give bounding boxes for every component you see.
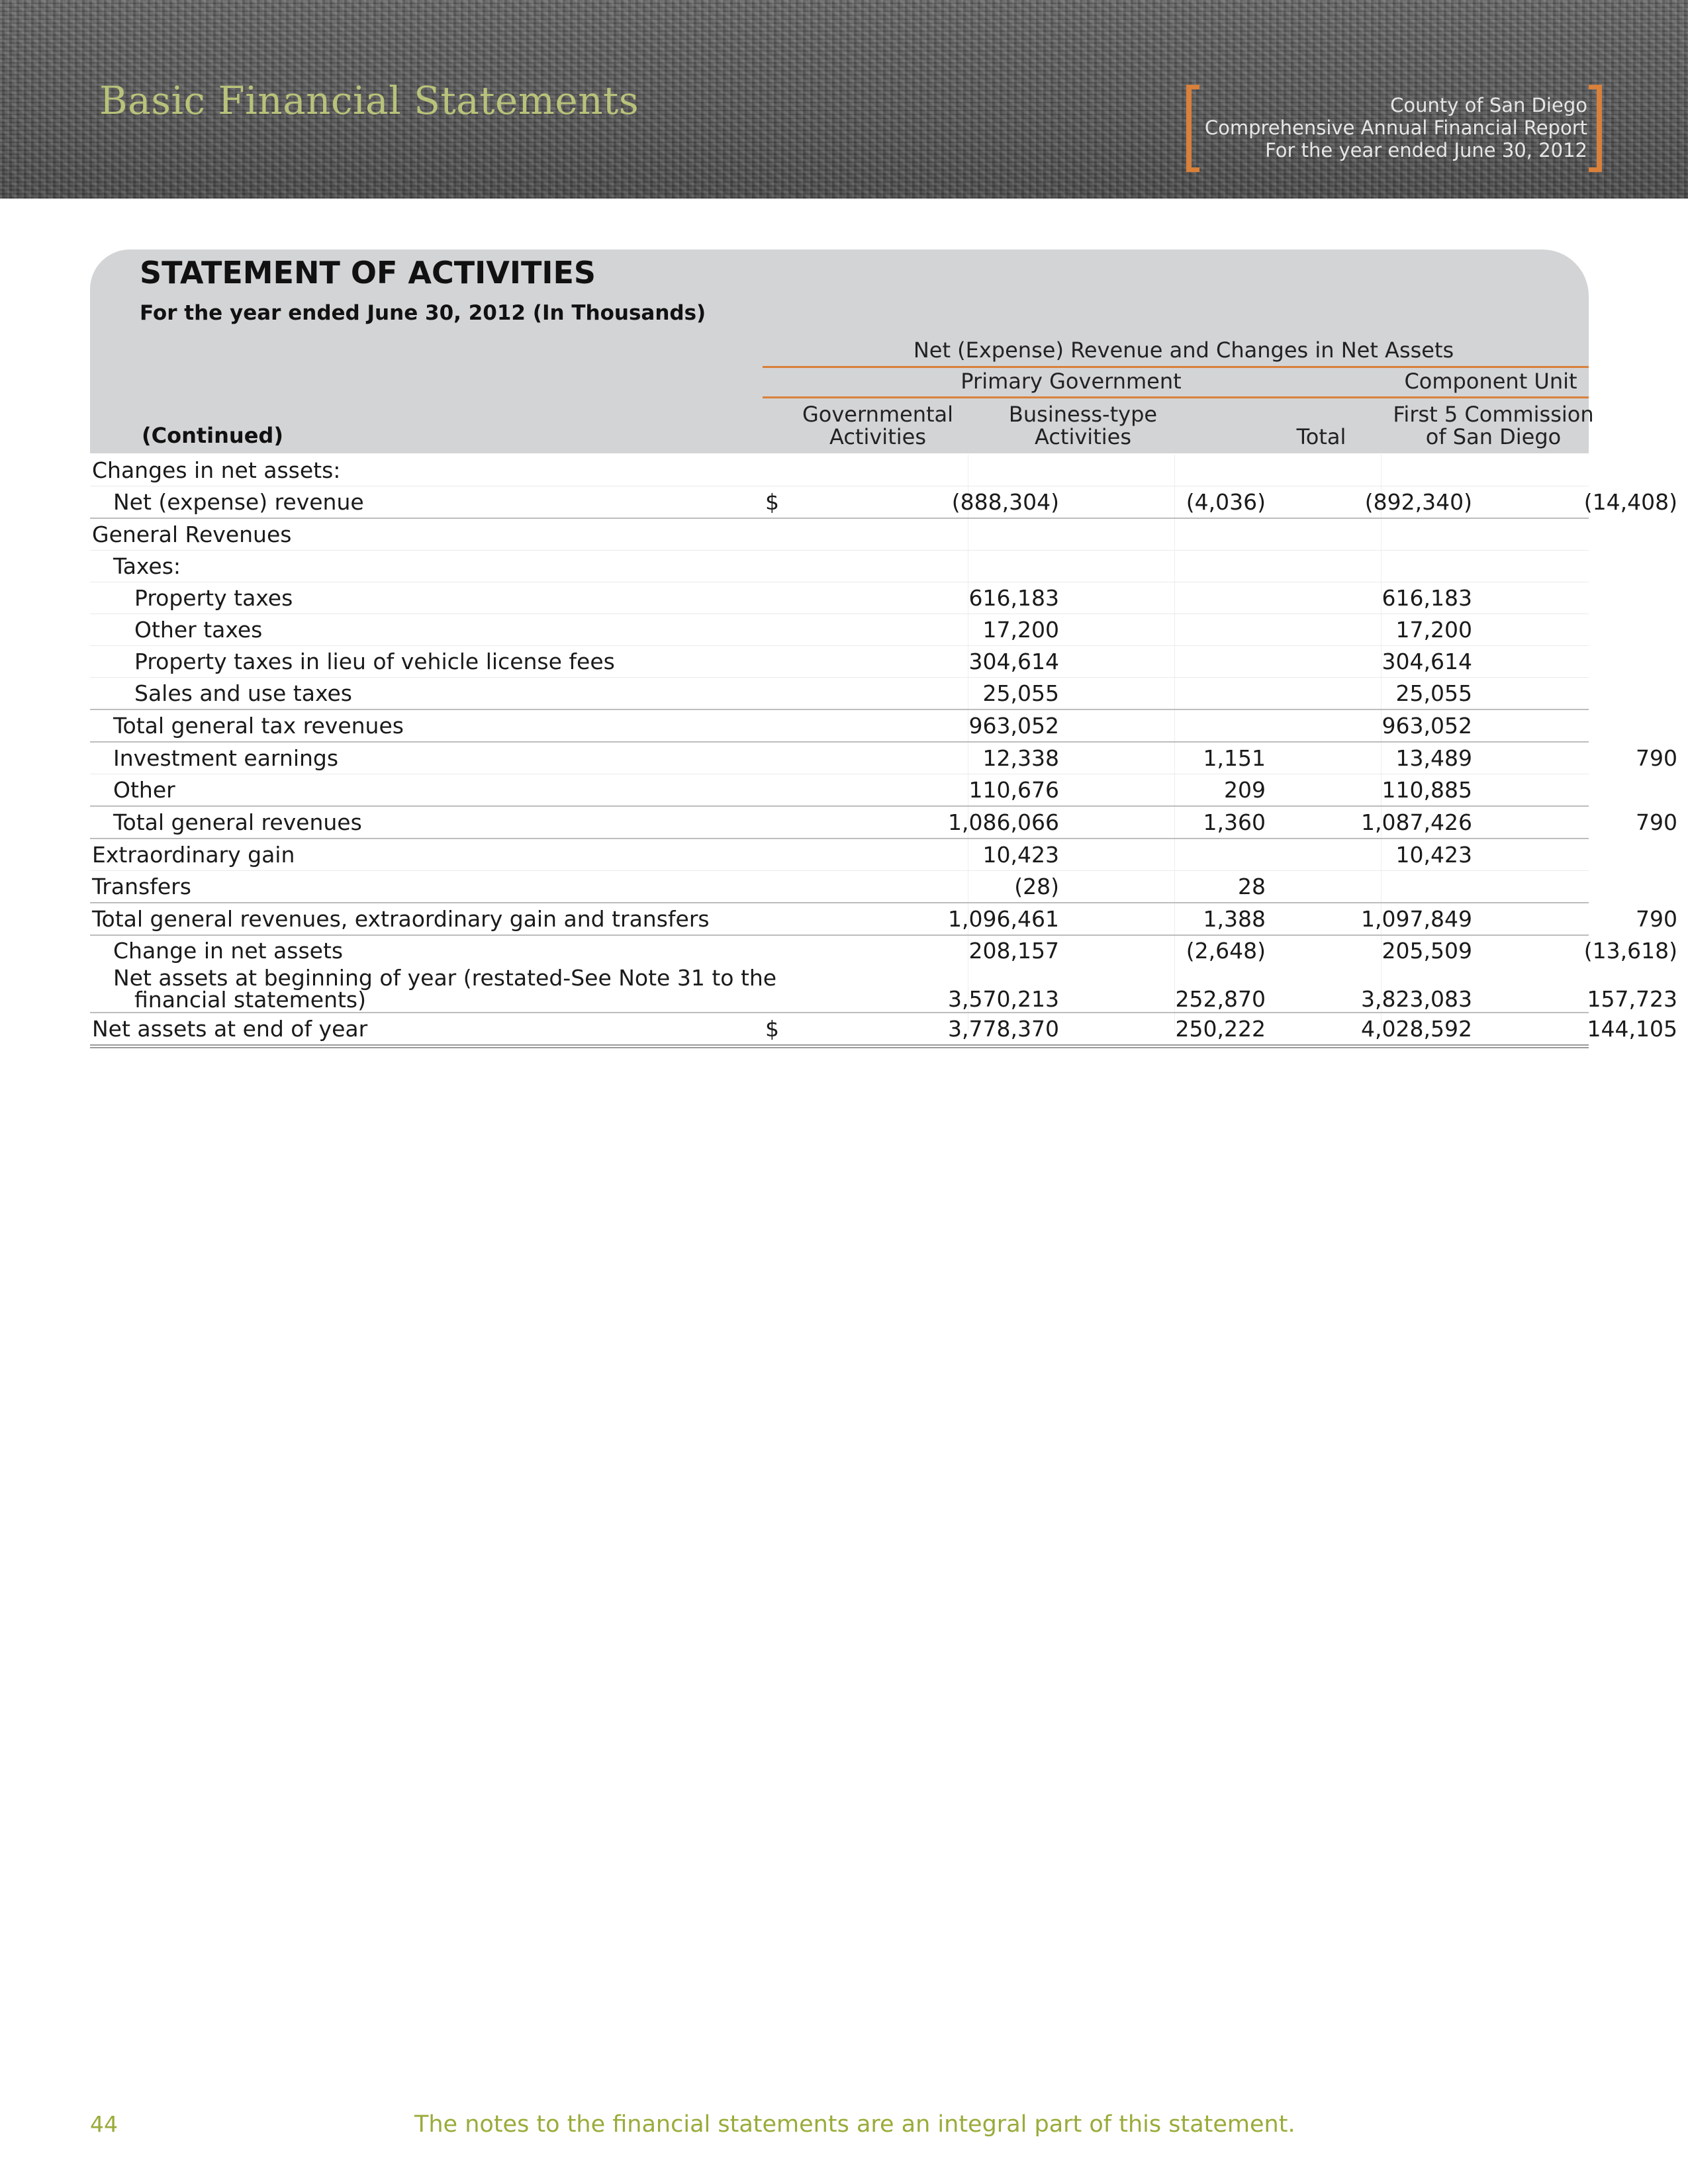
column-header-line: Business-type: [1008, 402, 1158, 427]
column-header-governmental: [778, 403, 977, 448]
table-row: [90, 519, 1589, 551]
table-row: [90, 807, 1677, 839]
value-governmental: 10,423: [982, 842, 1059, 868]
value-governmental: (888,304): [951, 489, 1059, 515]
value-governmental: 1,086,066: [948, 809, 1059, 835]
statement-subtitle: For the year ended June 30, 2012 (In Thousands): [140, 301, 706, 325]
row-label: Property taxes: [134, 585, 293, 611]
net-assets-group-header: Net (Expense) Revenue and Changes in Net Assets: [913, 338, 1454, 363]
row-label: Property taxes in lieu of vehicle license fees: [134, 649, 615, 674]
value-governmental: 3,570,213: [948, 986, 1059, 1012]
value-business-type: 28: [1238, 874, 1266, 899]
dollar-sign: $: [765, 1016, 779, 1042]
row-label: Change in net assets: [113, 938, 344, 964]
row-label: Total general tax revenues: [113, 713, 404, 739]
report-identification: [1124, 94, 1587, 161]
value-business-type: 1,151: [1203, 745, 1266, 771]
row-label: Net (expense) revenue: [113, 489, 364, 515]
column-header-line: Activities: [1035, 424, 1131, 449]
value-governmental: 110,676: [968, 777, 1059, 803]
value-total: (892,340): [1364, 489, 1472, 515]
group-header-rule: [763, 366, 1589, 368]
component-unit-header: Component Unit: [1404, 369, 1577, 394]
statement-header: [90, 250, 1594, 453]
column-header-line: of San Diego: [1425, 424, 1562, 449]
statement-table: [90, 455, 1677, 1048]
report-entity: County of San Diego: [1390, 94, 1587, 116]
column-header-total: [1268, 403, 1374, 448]
value-component-unit: 790: [1636, 745, 1677, 771]
row-label: Investment earnings: [113, 745, 339, 771]
value-business-type: 209: [1224, 777, 1266, 803]
row-label-line: financial statements): [134, 987, 366, 1013]
footer-note: The notes to the financial statements are an integral part of this statement.: [414, 2111, 1295, 2138]
table-row: [90, 582, 1589, 614]
table-row: [90, 903, 1677, 936]
value-governmental: 1,096,461: [948, 906, 1059, 932]
value-component-unit: (14,408): [1583, 489, 1677, 515]
row-label: Taxes:: [113, 553, 181, 579]
value-business-type: 1,388: [1203, 906, 1266, 932]
right-bracket-decoration: [1589, 85, 1602, 172]
row-label: Sales and use taxes: [134, 680, 352, 706]
table-row: [90, 774, 1589, 807]
value-governmental: 208,157: [968, 938, 1059, 964]
value-governmental: 963,052: [968, 713, 1059, 739]
value-governmental: (28): [1014, 874, 1059, 899]
value-total: 13,489: [1395, 745, 1472, 771]
row-label: [92, 967, 788, 1011]
row-label: Total general revenues: [113, 809, 362, 835]
row-label: General Revenues: [92, 522, 292, 547]
table-row: [90, 1013, 1677, 1048]
row-label: Total general revenues, extraordinary gain and transfers: [92, 906, 710, 932]
column-header-line: Activities: [829, 424, 926, 449]
table-row: [90, 646, 1589, 678]
value-governmental: 17,200: [982, 617, 1059, 643]
value-total: 963,052: [1382, 713, 1472, 739]
report-name: Comprehensive Annual Financial Report: [1204, 116, 1587, 139]
value-total: 1,097,849: [1361, 906, 1472, 932]
value-governmental: 25,055: [982, 680, 1059, 706]
value-total: 3,823,083: [1361, 986, 1472, 1012]
value-total: 4,028,592: [1361, 1016, 1472, 1042]
column-header-line: Governmental: [802, 402, 954, 427]
table-row: [90, 710, 1589, 743]
value-component-unit: 157,723: [1587, 986, 1677, 1012]
page-number: 44: [90, 2111, 118, 2137]
table-row: [90, 871, 1589, 903]
value-total: 1,087,426: [1361, 809, 1472, 835]
value-business-type: 250,222: [1175, 1016, 1266, 1042]
column-header-business-type: [984, 403, 1182, 448]
row-label: Other: [113, 777, 175, 803]
statement-title: STATEMENT OF ACTIVITIES: [140, 255, 596, 291]
row-label: Net assets at end of year: [92, 1016, 368, 1042]
row-label-line: Net assets at beginning of year (restated-See Note 31 to the: [113, 965, 777, 991]
value-component-unit: (13,618): [1583, 938, 1677, 964]
table-row: [90, 743, 1677, 774]
table-row: [90, 614, 1589, 646]
table-row: [90, 839, 1589, 871]
column-header-line: [1268, 403, 1374, 426]
section-title: Basic Financial Statements: [99, 78, 639, 123]
value-total: 10,423: [1395, 842, 1472, 868]
row-label: Extraordinary gain: [92, 842, 295, 868]
row-label: Other taxes: [134, 617, 263, 643]
table-row: [90, 936, 1677, 966]
value-business-type: 1,360: [1203, 809, 1266, 835]
table-row: [90, 486, 1677, 519]
table-row: [90, 678, 1589, 710]
row-label: Transfers: [92, 874, 191, 899]
dollar-sign: $: [765, 489, 779, 515]
report-period: For the year ended June 30, 2012: [1265, 139, 1587, 161]
value-business-type: (4,036): [1186, 489, 1266, 515]
column-header-first-5-commission: [1387, 403, 1599, 448]
column-header-line: First 5 Commission: [1393, 402, 1594, 427]
value-governmental: 616,183: [968, 585, 1059, 611]
column-header-line: Total: [1296, 424, 1346, 449]
value-governmental: 12,338: [982, 745, 1059, 771]
value-component-unit: 790: [1636, 906, 1677, 932]
primary-government-header: Primary Government: [961, 369, 1182, 394]
subgroup-header-rule: [763, 396, 1589, 398]
value-business-type: (2,648): [1186, 938, 1266, 964]
table-row: [90, 965, 1677, 1013]
value-total: 304,614: [1382, 649, 1472, 674]
value-total: 616,183: [1382, 585, 1472, 611]
value-governmental: 304,614: [968, 649, 1059, 674]
continued-label: (Continued): [142, 423, 283, 448]
value-total: 110,885: [1382, 777, 1472, 803]
value-total: 17,200: [1395, 617, 1472, 643]
table-row: [90, 551, 1589, 582]
value-total: 25,055: [1395, 680, 1472, 706]
row-label: Changes in net assets:: [92, 457, 341, 483]
value-governmental: 3,778,370: [948, 1016, 1059, 1042]
value-component-unit: 144,105: [1587, 1016, 1677, 1042]
value-total: 205,509: [1382, 938, 1472, 964]
value-business-type: 252,870: [1175, 986, 1266, 1012]
table-row: [90, 455, 1589, 486]
value-component-unit: 790: [1636, 809, 1677, 835]
